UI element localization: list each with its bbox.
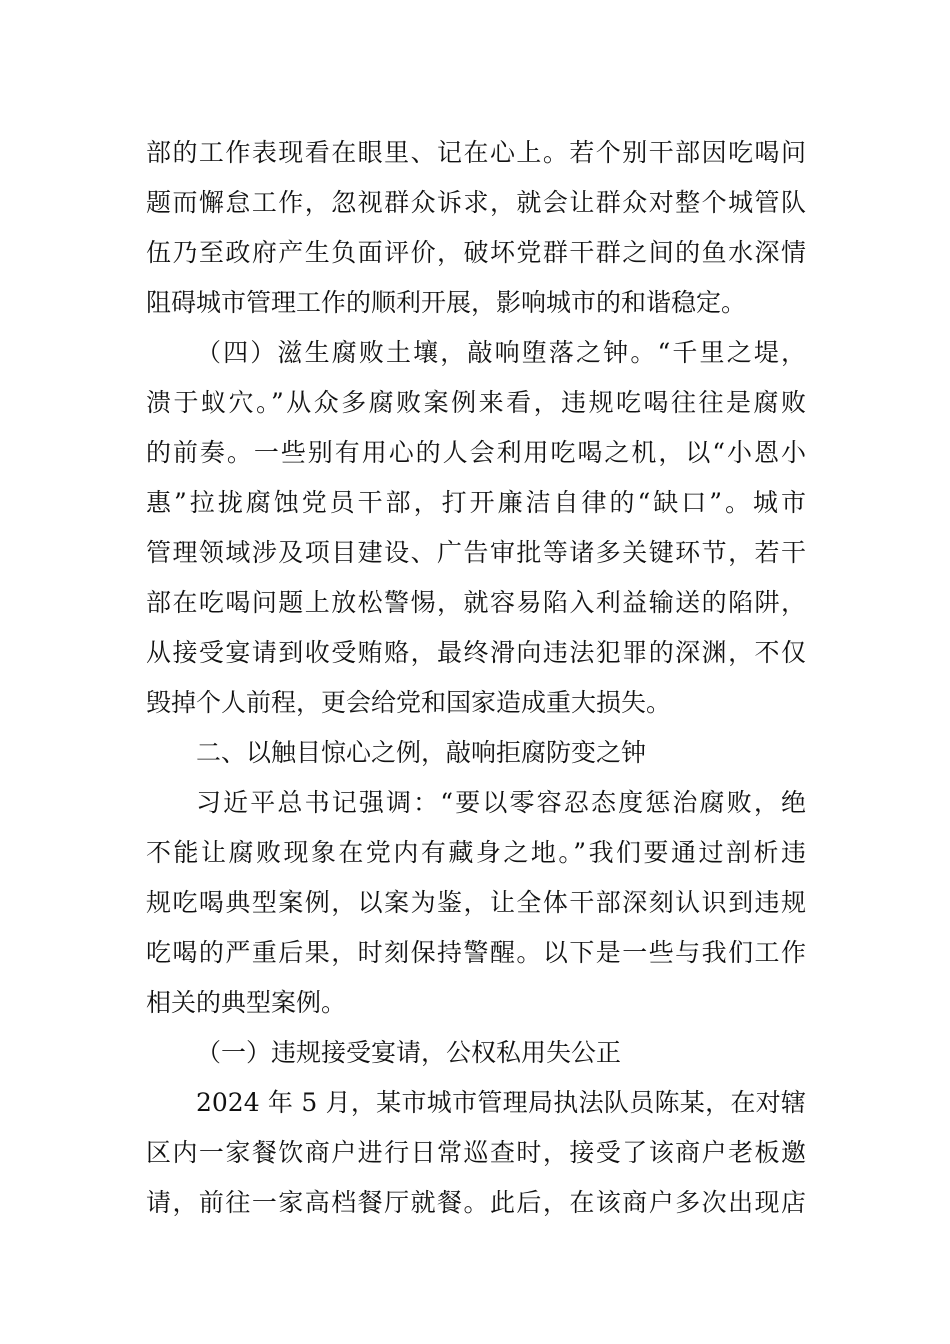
text-line: 部在吃喝问题上放松警惕，就容易陷入利益输送的陷阱， xyxy=(146,588,806,617)
chapter-heading: 二、以触目惊心之例，敲响拒腐防变之钟 xyxy=(196,738,647,767)
text-line: 的前奏。一些别有用心的人会利用吃喝之机，以“小恩小 xyxy=(146,438,806,467)
section-heading-1: （一）违规接受宴请，公权私用失公正 xyxy=(196,1038,622,1067)
text-line: 伍乃至政府产生负面评价，破坏党群干群之间的鱼水深情 xyxy=(146,238,806,267)
text-line: 阻碍城市管理工作的顺利开展，影响城市的和谐稳定。 xyxy=(146,288,747,317)
text-line: 2024 年 5 月，某市城市管理局执法队员陈某，在对辖 xyxy=(196,1088,806,1117)
text-line: 规吃喝典型案例，以案为鉴，让全体干部深刻认识到违规 xyxy=(146,888,806,917)
text-line: 吃喝的严重后果，时刻保持警醒。以下是一些与我们工作 xyxy=(146,938,806,967)
text-line: 题而懈怠工作，忽视群众诉求，就会让群众对整个城管队 xyxy=(146,188,806,217)
text-line: 惠”拉拢腐蚀党员干部，打开廉洁自律的“缺口”。城市 xyxy=(146,488,806,517)
text-line: 管理领域涉及项目建设、广告审批等诸多关键环节，若干 xyxy=(146,538,806,567)
text-line: 不能让腐败现象在党内有藏身之地。”我们要通过剖析违 xyxy=(146,838,806,867)
text-line: 习近平总书记强调：“要以零容忍态度惩治腐败，绝 xyxy=(196,788,806,817)
section-heading-4: （四）滋生腐败土壤，敲响堕落之钟。“千里之堤， xyxy=(196,338,806,367)
text-line: 请，前往一家高档餐厅就餐。此后，在该商户多次出现店 xyxy=(146,1188,806,1217)
text-line: 相关的典型案例。 xyxy=(146,988,347,1017)
text-line: 从接受宴请到收受贿赂，最终滑向违法犯罪的深渊，不仅 xyxy=(146,638,806,667)
text-line: 毁掉个人前程，更会给党和国家造成重大损失。 xyxy=(146,688,672,717)
text-line: 区内一家餐饮商户进行日常巡查时，接受了该商户老板邀 xyxy=(146,1138,806,1167)
text-line: 溃于蚁穴。”从众多腐败案例来看，违规吃喝往往是腐败 xyxy=(146,388,806,417)
text-line: 部的工作表现看在眼里、记在心上。若个别干部因吃喝问 xyxy=(146,138,806,167)
